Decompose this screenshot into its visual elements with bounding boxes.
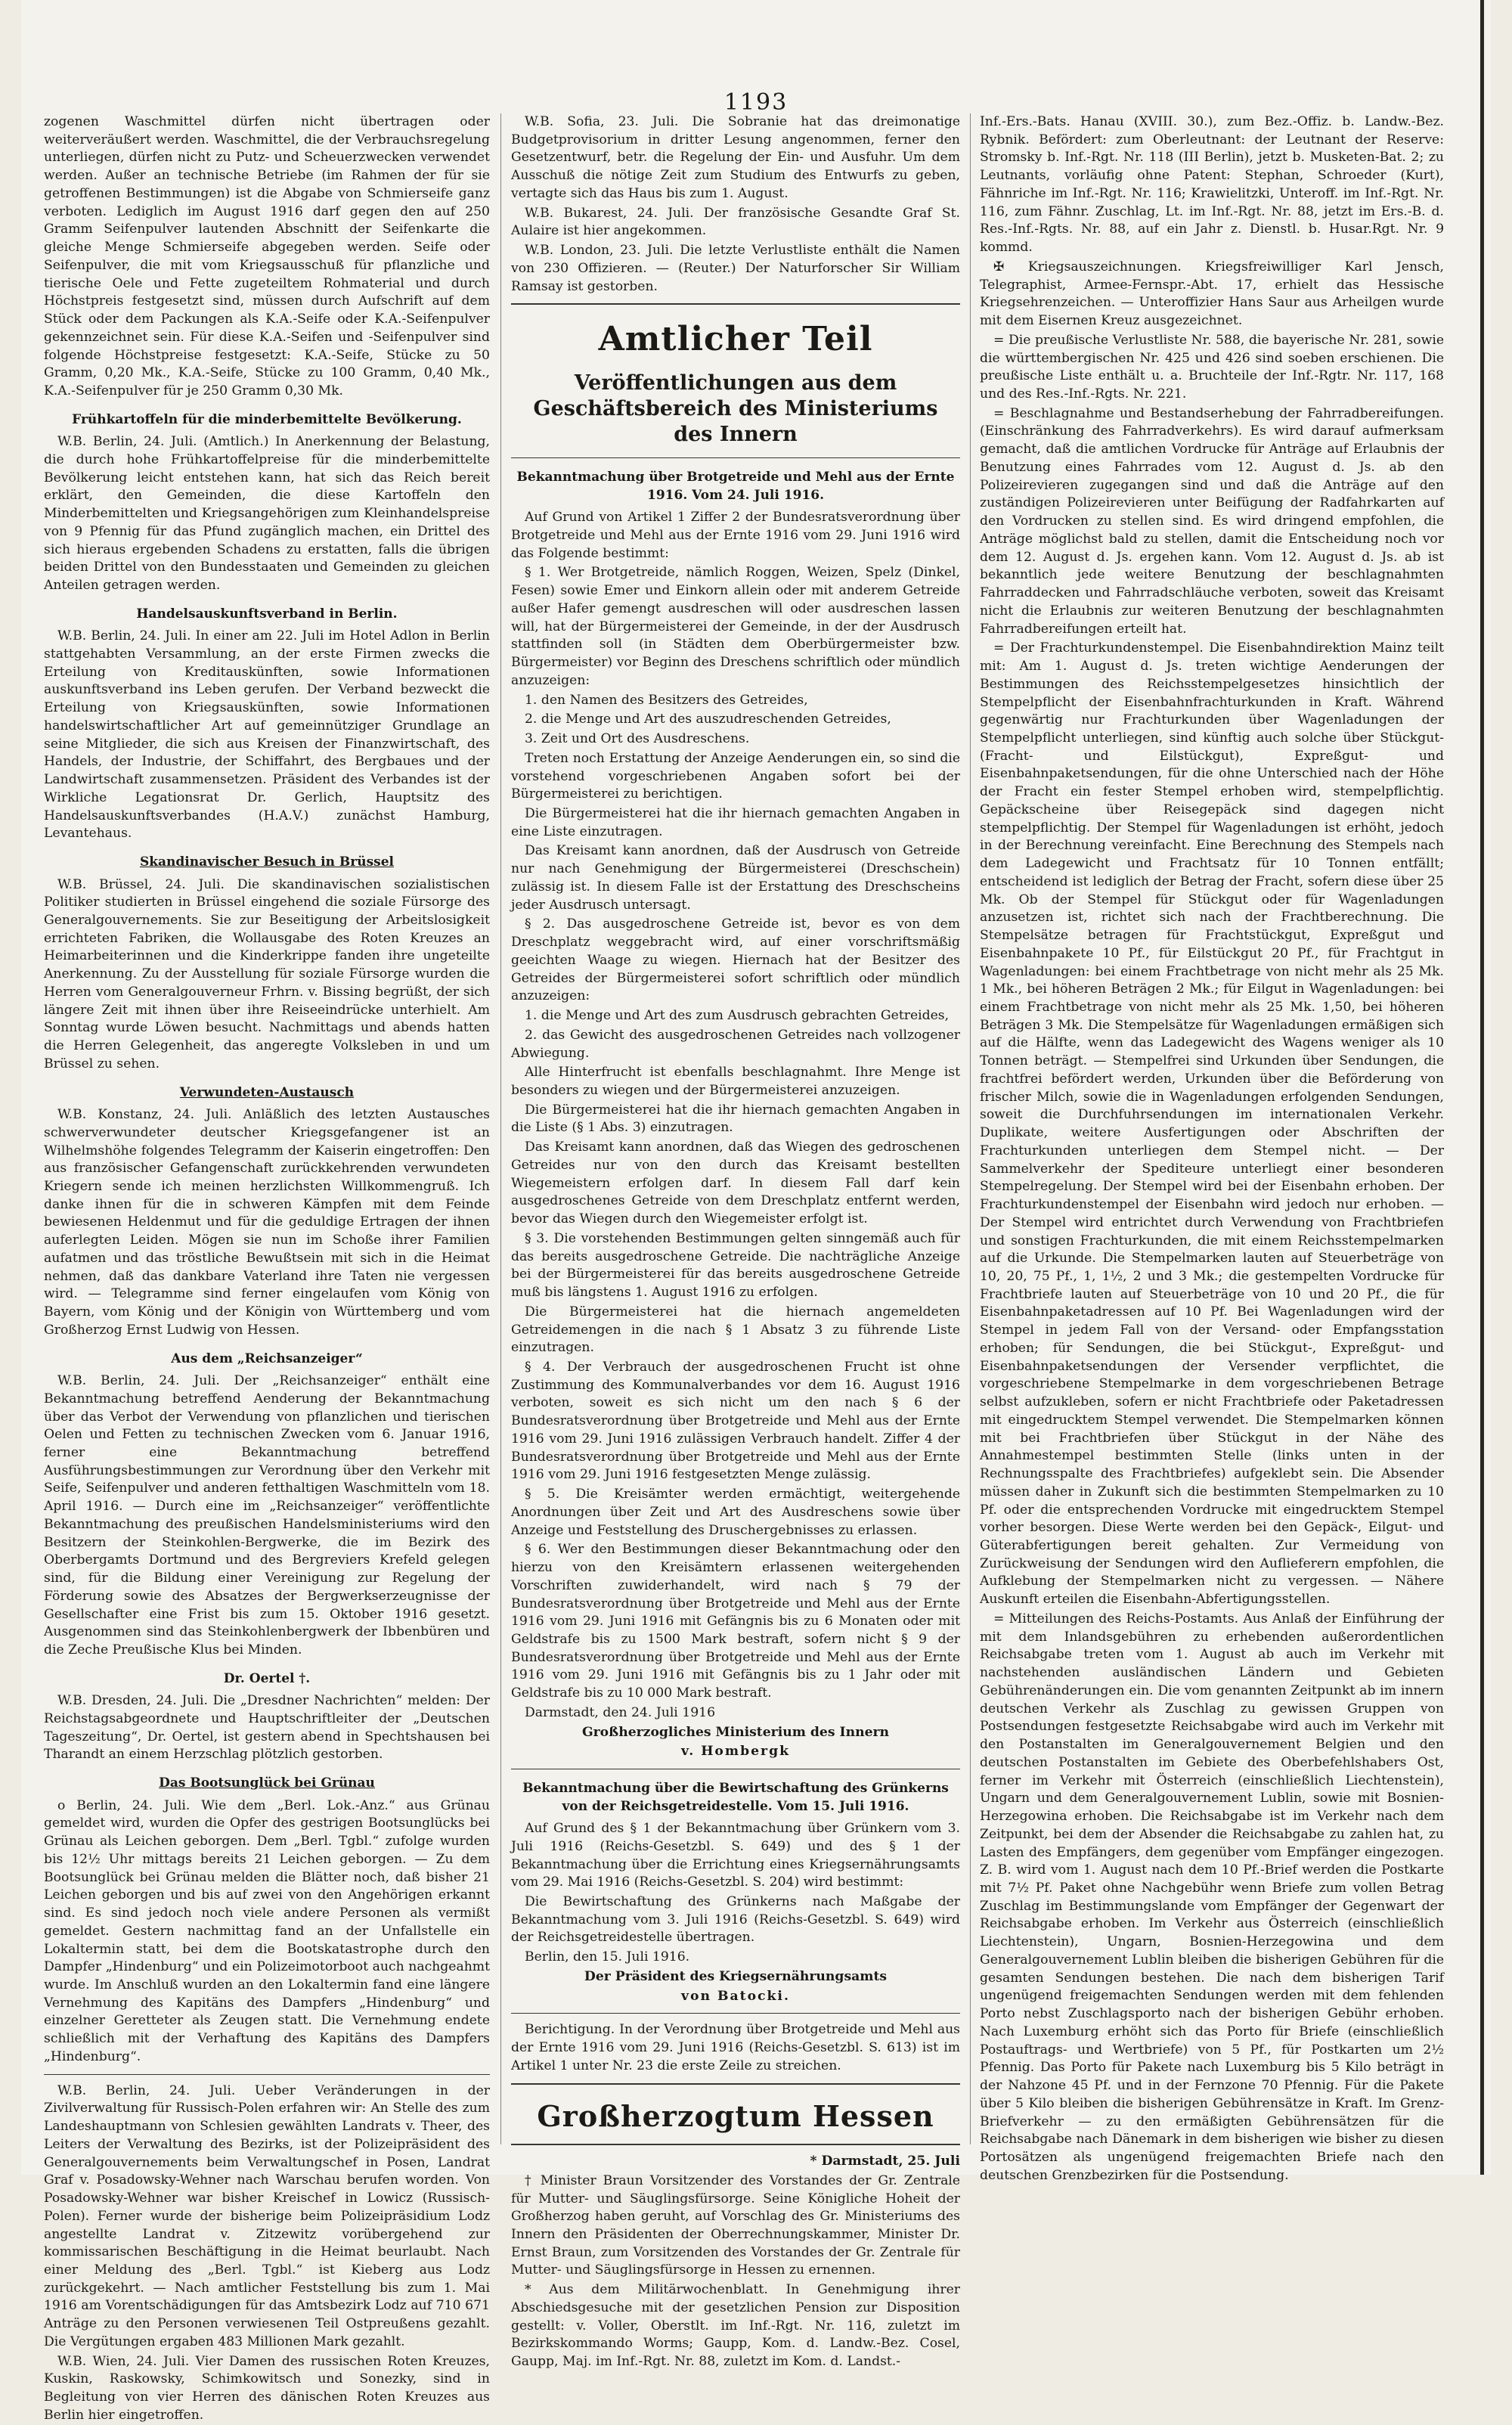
section-heading-amtlicher-teil: Amtlicher Teil <box>598 320 873 359</box>
notice-paragraph: Berichtigung. In der Verordnung über Brotgetreide und Mehl aus der Ernte 1916 vom 29. Juni 1916 (Reichs-Gesetzbl. S. 613) ist im Artikel 1 unter Nr. 23 die erste Zeile zu streichen. <box>511 2022 960 2073</box>
article-paragraph: W.B. Bukarest, 24. Juli. Der französische Gesandte Graf St. Aulaire ist hier angekommen. <box>511 205 960 239</box>
divider <box>511 2083 960 2085</box>
column-divider <box>500 113 501 2144</box>
notice-paragraph: Das Kreisamt kann anordnen, daß das Wiegen des gedroschenen Getreides nur von den durch das Kreisamt bestellten Wiegemeistern erfolgen darf. In diesem Fall darf kein ausgedroschenes Getreide von dem Dreschplatz entfernt werden, bevor das Wiegen durch den Wiegemeister erfolgt ist. <box>511 1140 960 1227</box>
notice-paragraph: § 2. Das ausgedroschene Getreide ist, bevor es von dem Dreschplatz weggebracht wird, auf einer vorschriftsmäßig geeichten Waage zu wiegen. Hiernach hat der Besitzer des Getreides der Bürgermeisterei sofort schriftlich oder mündlich anzuzeigen: <box>511 916 960 1004</box>
column-3 <box>980 113 1444 2183</box>
article-paragraph: = Mitteilungen des Reichs-Postamts. Aus Anlaß der Einführung der mit dem Inlandsgebühren zu erhebenden außerordentlichen Reichsabgabe treten vom 1. August ab auch im Verkehr mit nachstehenden ausländischen Ländern und Gebieten Gebührenänderungen ein. Die vom genannten Zeitpunkt ab im innern deutschen Verkehr als Zuschlag zu gewissen Gruppen von Postsendungen festgesetzte Reichsabgabe wird auch im Verkehr mit den Postanstalten im Generalgouvernement Belgien und den deutschen Postanstalten im Gebiete des Oberbefehlshabers Ost, ferner im Verkehr mit Österreich (einschließlich Liechtenstein), Ungarn und dem Generalgouvernement Lublin, sowie mit Bosnien-Herzegowina erhoben. Die Reichsabgabe ist im Verkehr nach dem Zeitpunkt, bei dem der Absender die Reichsabgabe zu zahlen hat, zu Lasten des Empfängers, dem gegenüber vom Empfänger eingezogen. Z. B. wird vom 1. August nach dem 10 Pf.-Brief werden die Postkarte mit 7½ Pf. Paket ohne Nachgebühr wenn Briefe zum vollen Betrag Zuschlag im Bestimmungslande vom Empfänger der Gegenwart der Reichsabgabe erhoben. Im Verkehr aus Österreich (einschließlich Liechtenstein), Ungarn, Bosnien-Herzegowina und dem Generalgouvernement Lublin bleiben die bisherigen Gebühren für die gesamten Sendungen bestehen. Die nach dem bisherigen Tarif ungenügend freigemachten Sendungen werden mit dem fehlenden Porto nebst Zuschlagsporto nach der bisherigen Gebühr erhoben. Nach Luxemburg erhöht sich das Porto für Briefe (einschließlich Postauftrags- und Wertbriefe) von 5 Pf., für Postkarten um 2½ Pfennig. Das Porto für Pakete nach Luxemburg bis 5 Kilo beträgt in der Nahzone 45 Pf. und in der Fernzone 70 Pfennig. Für die Pakete über 5 Kilo bleiben die bisherigen Gebührensätze in Kraft. Im Grenz-Briefverkehr — zu den ermäßigten Gebührensätzen für die Reichsabgabe nach Dänemark in dem bisherigen wie bisher zu diesen Portosätzen als ungenügend freigemachten Briefe nach den deutschen Grenzbezirken für die Postsendung. <box>980 1611 1444 2183</box>
notice-paragraph: Das Kreisamt kann anordnen, daß der Ausdrusch von Getreide nur nach Genehmigung der Bürgermeisterei (Dreschschein) zulässig ist. In diesem Falle ist der Erstattung des Dreschscheins jeder Ausdrusch untersagt. <box>511 843 960 913</box>
notice-place-date: Darmstadt, den 24. Juli 1916 <box>525 1704 716 1720</box>
article-paragraph: W.B. Dresden, 24. Juli. Die „Dresdner Nachrichten“ melden: Der Reichstagsabgeordnete und Hauptschriftleiter der „Deutschen Tageszeitung“, Dr. Oertel, ist gestern abend in Spechtshausen bei Tharandt an einem Herzschlag plötzlich gestorben. <box>44 1693 490 1763</box>
notice-paragraph: Die Bürgermeisterei hat die hiernach angemeldeten Getreidemengen in die nach § 1 Absatz 3 zu führende Liste einzutragen. <box>511 1304 960 1356</box>
notice-list-item: 1. die Menge und Art des zum Ausdrusch gebrachten Getreides, <box>525 1008 950 1024</box>
article-paragraph: = Beschlagnahme und Bestandserhebung der Fahrradbereifungen. (Einschränkung des Fahrradverkehrs). Es wird darauf aufmerksam gemacht, daß die amtlichen Vordrucke für Anträge auf Erlaubnis der Benutzung eines Fahrrades vom 12. August d. Js. ab den Polizeirevieren zugegangen sind und daß die Anträge auf den zuständigen Polizeirevieren unter Beifügung der Radfahrkarten auf den Vordrucken zu stellen sind. Es wird dringend empfohlen, die Anträge möglichst bald zu stellen, damit die Entscheidung noch vor dem 12. August d. Js. ergehen kann. Vom 12. August d. Js. ab ist bekanntlich jede weitere Benutzung der beschlagnahmten Fahrraddecken und Fahrradschläuche verboten, soweit das Kreisamt nicht die Erlaubnis zur weiteren Benutzung der beschlagnahmten Fahrradbereifungen erteilt hat. <box>980 405 1444 637</box>
notice-title: Bekanntmachung über die Bewirtschaftung des Grünkerns von der Reichsgetreidestelle. Vom 15. Juli 1916. <box>522 1781 949 1814</box>
notice-title: Bekanntmachung über Brotgetreide und Mehl aus der Ernte 1916. Vom 24. Juli 1916. <box>516 470 955 503</box>
notice-place-date: Berlin, den 15. Juli 1916. <box>525 1949 690 1965</box>
article-heading: Verwundeten-Austausch <box>179 1084 355 1100</box>
article-heading: Aus dem „Reichsanzeiger“ <box>171 1350 363 1366</box>
notice-paragraph: § 3. Die vorstehenden Bestimmungen gelten sinngemäß auch für das bereits ausgedroschene Getreide. Die nachträgliche Anzeige bei der Bürgermeisterei für das bereits ausgedroschene Getreide muß bis längstens 1. August 1916 zu erfolgen. <box>511 1230 960 1301</box>
article-paragraph: W.B. Wien, 24. Juli. Vier Damen des russischen Roten Kreuzes, Kuskin, Raskowsky, Schimkowitsch und Sonezky, sind in Begleitung von vier Herren des dänischen Roten Kreuzes aus Berlin hier eingetroffen. <box>44 2353 490 2423</box>
section-heading-hessen: Großherzogtum Hessen <box>537 2098 934 2133</box>
page-edge-rule <box>1480 0 1484 2175</box>
article-paragraph: W.B. Berlin, 24. Juli. Ueber Veränderungen in der Zivilverwaltung für Russisch-Polen erfahren wir: An Stelle des zum Landeshauptmann von Schlesien gewählten Landrats v. Theer, des Leiters der Verwaltung des Bezirks, ist der Polizeipräsident des Generalgouvernements beim Verwaltungschef in Posen, Landrat Graf v. Posadowsky-Wehner nach Warschau berufen worden. Von Posadowsky-Wehner war bisher Kreischef in Lowicz (Russisch-Polen). Ferner wurde der bisherige beim Polizeipräsidium Lodz angestellte Landrat v. Zitzewitz vorübergehend zur kommissarischen Beschäftigung in die Heimat beurlaubt. Nach einer Meldung des „Berl. Tgbl.“ ist Kieberg aus Lodz zurückgekehrt. — Nach amtlicher Feststellung bis zum 1. Mai 1916 am Vorentschädigungen für das Amtsbezirk Lodz auf 710 671 Anträge zu den Personen verwiesenen Teil Ostpreußens gezahlt. Die Vergütungen ergaben 483 Millionen Mark gezahlt. <box>44 2082 490 2349</box>
column-2 <box>511 113 960 2370</box>
article-paragraph: W.B. Berlin, 24. Juli. (Amtlich.) In Anerkennung der Belastung, die durch hohe Frühkartoffelpreise für die minderbemittelte Bevölkerung leicht entstehen kann, hat sich das Reich bereit erklärt, den Gemeinden, die diese Kartoffeln den Minderbemittelten und Kriegsangehörigen zum Kleinhandelspreise von 9 Pfennig für das Pfund zugänglich machen, ein Drittel des sich hieraus ergebenden Schadens zu erstatten, falls die übrigen beiden Drittel von den Bundesstaaten und Gemeinden zu gleichen Anteilen getragen werden. <box>44 434 490 594</box>
notice-paragraph: Alle Hinterfrucht ist ebenfalls beschlagnahmt. Ihre Menge ist besonders zu wiegen und der Bürgermeisterei anzuzeigen. <box>511 1065 960 1098</box>
section-subheading: Veröffentlichungen aus dem Geschäftsbereich des Ministeriums des Innern <box>533 371 938 446</box>
article-paragraph: = Der Frachturkundenstempel. Die Eisenbahndirektion Mainz teilt mit: Am 1. August d. Js. treten wichtige Aenderungen der Bestimmungen des Reichsstempelgesetzes hinsichtlich der Stempelpflicht der Eisenbahnfrachturkunden in Kraft. Während gegenwärtig nur Frachturkunden über Wagenladungen der Stempelpflicht unterliegen, sind künftig auch solche über Stückgut- (Fracht- und Eilstückgut), Expreßgut- und Eisenbahnpaketsendungen, für die ohne Unterschied nach der Höhe der Fracht ein fester Stempel erhoben wird, stempelpflichtig. Gepäckscheine über Reisegepäck sind dagegen nicht stempelpflichtig. Der Stempel für Wagenladungen ist erhöht, jedoch in der Berechnung vereinfacht. Eine Berechnung des Stempels nach dem Ladegewicht und Frachtsatz für 10 Tonnen entfällt; entscheidend ist lediglich der Betrag der Fracht, sofern diese über 25 Mk. Ob der Stempel für Stückgut oder für Wagenladungen anzusetzen ist, richtet sich nach der Frachtberechnung. Die Stempelsätze betragen für Frachtstückgut, Expreßgut und Eisenbahnpakete 10 Pf., für Eilstückgut 20 Pf., für Frachtgut in Wagenladungen: bei einem Frachtbetrage von nicht mehr als 25 Mk. 1 Mk., bei höheren Beträgen 2 Mk.; für Eilgut in Wagenladungen: bei einem Frachtbetrage von nicht mehr als 25 Mk. 1,50, bei höheren Beträgen 3 Mk. Die Stempelsätze für Wagenladungen ermäßigen sich auf die Hälfte, wenn das Ladegewicht des Wagens weniger als 10 Tonnen beträgt. — Stempelfrei sind Urkunden über Sendungen, die frachtfrei befördert werden, Urkunden über die Beförderung von frischer Milch, sowie die in Wagenladungen erfolgenden Sendungen, soweit die Durchfuhrsendungen im internationalen Verkehr. Duplikate, weitere Ausfertigungen oder Abschriften der Frachturkunden unterliegen dem Stempel nicht. — Der Sammelverkehr der Spediteure unterliegt einer besonderen Stempelregelung. Der Stempel wird bei der Eisenbahn erhoben. Der Frachturkundenstempel der Eisenbahn wird jedoch nur erhoben. — Der Stempel wird entrichtet durch Verwendung von Frachtbriefen und sonstigen Frachturkunden, die mit einem Reichsstempelmarken auf die Urkunde. Die Stempelmarken lauten auf Steuerbeträge von 10, 20, 75 Pf., 1, 1½, 2 und 3 Mk.; die gestempelten Vordrucke für Frachtbriefe lauten auf Steuerbeträge von 10 und 20 Pf., die für Eisenbahnpaketadressen auf 10 Pf. Bei Wagenladungen wird der Stempel in jedem Fall von der Versand- oder Empfangsstation erhoben; für Sendungen, die bei Stückgut-, Expreßgut- und Eisenbahnpaketsendungen der Versender verpflichtet, die vorgeschriebene Stempelmarke in dem vorgeschriebenen Betrage selbst aufzukleben, sofern er nicht Frachtbriefe oder Paketadressen mit eingedrucktem Stempel verwendet. Die Stempelmarken können mit bei Frachtbriefen über Stückgut in der Nähe des Annahmestempel bestimmten Stelle (links unten in der Rechnungsspalte des Frachtbriefes) aufgeklebt sein. Die Absender müssen daher in Zukunft sich die bestimmten Stempelmarken zu 10 Pf. oder die entsprechenden Vordrucke mit eingedrucktem Stempel vorher besorgen. Diese Werte werden bei den Gepäck-, Eilgut- und Güterabfertigungen bereit gehalten. Zur Vermeidung von Zurückweisung der Sendungen wird den Auflieferern empfohlen, die Aufklebung der Stempelmarken nicht zu vergessen. — Nähere Auskunft erteilen die Eisenbahn-Abfertigungsstellen. <box>980 640 1444 1608</box>
notice-paragraph: § 1. Wer Brotgetreide, nämlich Roggen, Weizen, Spelz (Dinkel, Fesen) sowie Emer und Einkorn allein oder mit anderem Getreide außer Hafer gemengt ausdreschen will oder ausdreschen lassen will, hat der Bürgermeisterei der Gemeinde, in der der Ausdrusch stattfinden soll (in Städten dem Oberbürgermeister bzw. Bürgermeister) vor Beginn des Dreschens schriftlich oder mündlich anzuzeigen: <box>511 565 960 688</box>
notice-list-item: 2. das Gewicht des ausgedroschenen Getreides nach vollzogener Abwiegung. <box>511 1027 960 1061</box>
article-heading: Dr. Oertel †. <box>223 1670 311 1686</box>
divider <box>511 303 960 305</box>
article-paragraph: † Minister Braun Vorsitzender des Vorstandes der Gr. Zentrale für Mutter- und Säuglingsfürsorge. Seine Königliche Hoheit der Großherzog haben geruht, auf Vorschlag des Gr. Ministeriums des Innern den Präsidenten der Oberrechnungskammer, Minister Dr. Ernst Braun, zum Vorsitzenden des Vorstandes der Gr. Zentrale für Mutter- und Säuglingsfürsorge in Hessen zu ernennen. <box>511 2172 960 2278</box>
notice-paragraph: § 4. Der Verbrauch der ausgedroschenen Frucht ist ohne Zustimmung des Kommunalverbandes vor dem 16. August 1916 verboten, soweit es sich nicht um den nach § 6 der Bundesratsverordnung über Brotgetreide und Mehl aus der Ernte 1916 vom 29. Juni 1916 zulässigen Verbrauch handelt. Ziffer 4 der Bundesratsverordnung über Brotgetreide und Mehl aus der Ernte 1916 vom 29. Juni 1916 festgesetzten Menge zulässig. <box>511 1360 960 1483</box>
notice-list-item: 3. Zeit und Ort des Ausdreschens. <box>525 731 750 747</box>
article-paragraph: W.B. Berlin, 24. Juli. In einer am 22. Juli im Hotel Adlon in Berlin stattgehabten Versammlung, an der erste Firmen zwecks die Erteilung von Kreditauskünften, sowie Informationen auskunftsverband ins Leben gerufen. Der Verband bezweckt die Erteilung von Kriegsauskünften, sowie Informationen handelswirtschaftlicher Art auf gemeinnütziger Grundlage an seine Mitglieder, die sich aus Kreisen der Finanzwirtschaft, des Handels, der Industrie, der Schiffahrt, des Bergbaues und der Landwirtschaft zusammensetzen. Präsident des Verbandes ist der Wirkliche Legationsrat Dr. Gerlich, Hauptsitz des Handelsauskunftsverbandes (H.A.V.) zunächst Hamburg, Levantehaus. <box>44 628 490 842</box>
newspaper-page <box>21 0 1491 2423</box>
article-paragraph: o Berlin, 24. Juli. Wie dem „Berl. Lok.-Anz.“ aus Grünau gemeldet wird, wurden die Opfer des gestrigen Bootsunglücks bei Grünau als Leichen geborgen. Dem „Berl. Tgbl.“ zufolge wurden bis 12½ Uhr mittags bereits 21 Leichen geborgen. — Zu dem Bootsunglück bei Grünau melden die Blätter noch, daß bisher 21 Leichen geborgen und bis auf zwei von den Angehörigen erkannt sind. Es sind jedoch noch viele andere Personen als vermißt gemeldet. Gestern nachmittag fand an der Unfallstelle ein Lokaltermin statt, bei dem die Bootskatastrophe durch den Dampfer „Hindenburg“ und ein Polizeimotorboot auch nachgeahmt wurde. Im Anschluß wurden an den Lokaltermin fand eine längere Vernehmung des Kapitäns des Dampfers „Hindenburg“ und einzelner Geretteter als Zeugen statt. Die Vernehmung endete schließlich mit der Verhaftung des Kapitäns des Dampfers „Hindenburg“. <box>44 1797 490 2064</box>
article-paragraph: zogenen Waschmittel dürfen nicht übertragen oder weiterveräußert werden. Waschmittel, die der Verbrauchsregelung unterliegen, dürfen nicht zu Putz- und Scheuerzwecken verwendet werden. Außer an technische Betriebe (im Rahmen der für sie getroffenen Bestimmungen) ist die Abgabe von Schmierseife ganz verboten. Lediglich im August 1916 darf gegen den auf 250 Gramm Seifenpulver lautenden Abschnitt der Seifenkarte die gleiche Menge Schmierseife abgegeben werden. Seife oder Seifenpulver, die mit vom Kriegsausschuß für pflanzliche und tierische Oele und Fette zugeteiltem Rohmaterial und durch Höchstpreis festgesetzt sind, müssen durch Aufschrift auf dem Stück oder dem Packungen als K.A.-Seife oder K.A.-Seifenpulver gekennzeichnet sein. Für diese K.A.-Seifen und -Seifenpulver sind folgende Höchstpreise festgesetzt: K.A.-Seife, Stücke zu 50 Gramm, 0,20 Mk., K.A.-Seife, Stücke zu 100 Gramm, 0,40 Mk., K.A.-Seifenpulver für je 250 Gramm 0,30 Mk. <box>44 114 490 399</box>
article-heading: Das Bootsunglück bei Grünau <box>159 1775 375 1791</box>
dateline: * Darmstadt, 25. Juli <box>810 2154 960 2169</box>
notice-signature: Der Präsident des Kriegsernährungsamts <box>584 1968 888 1984</box>
notice-paragraph: Die Bewirtschaftung des Grünkerns nach Maßgabe der Bekanntmachung vom 3. Juli 1916 (Reichs-Gesetzbl. S. 649) wird der Reichsgetreidestelle übertragen. <box>511 1894 960 1946</box>
article-heading: Frühkartoffeln für die minderbemittelte Bevölkerung. <box>72 411 462 427</box>
notice-list-item: 1. den Namen des Besitzers des Getreides, <box>525 692 808 708</box>
notice-paragraph: Die Bürgermeisterei hat die ihr hiernach gemachten Angaben in die Liste (§ 1 Abs. 3) einzutragen. <box>511 1102 960 1136</box>
article-paragraph: = Die preußische Verlustliste Nr. 588, die bayerische Nr. 281, sowie die württembergischen Nr. 425 und 426 sind soeben erschienen. Die preußische Liste enthält u. a. Bruchteile der Inf.-Rgtr. Nr. 117, 168 und des Res.-Inf.-Rgts. Nr. 221. <box>980 332 1444 402</box>
article-paragraph: W.B. Berlin, 24. Juli. Der „Reichsanzeiger“ enthält eine Bekanntmachung betreffend Aenderung der Bekanntmachung über das Verbot der Verwendung von pflanzlichen und tierischen Oelen und Fetten zu technischen Zwecken vom 6. Januar 1916, ferner eine Bekanntmachung betreffend Ausführungsbestimmungen zur Verordnung über den Verkehr mit Seife, Seifenpulver und anderen fetthaltigen Waschmitteln vom 18. April 1916. — Durch eine im „Reichsanzeiger“ veröffentlichte Bekanntmachung des preußischen Handelsministeriums wird den Besitzern der Steinkohlen-Bergwerke, die im Bezirk des Oberbergamts Dortmund und des Bergreviers Krefeld gelegen sind, für die Bildung einer Vereinigung zur Regelung der Förderung sowie des Absatzes der Bergwerkserzeugnisse der Gesellschafter eine Frist bis zum 15. Oktober 1916 gesetzt. Ausgenommen sind das Steinkohlenbergwerk der Ibbenbüren und die Zeche Preußische Klus bei Minden. <box>44 1373 490 1658</box>
notice-paragraph: Auf Grund von Artikel 1 Ziffer 2 der Bundesratsverordnung über Brotgetreide und Mehl aus der Ernte 1916 vom 29. Juni 1916 wird das Folgende bestimmt: <box>511 510 960 561</box>
divider <box>511 457 960 458</box>
article-paragraph: W.B. Sofia, 23. Juli. Die Sobranie hat das dreimonatige Budgetprovisorium in dritter Lesung angenommen, ferner den Gesetzentwurf, betr. die Regelung der Ein- und Ausfuhr. Um dem Ausschuß die nötige Zeit zum Studium des Entwurfs zu geben, vertagte sich das Haus bis zum 1. August. <box>511 114 960 201</box>
notice-paragraph: Treten noch Erstattung der Anzeige Aenderungen ein, so sind die vorstehend vorgeschriebenen Angaben sofort bei der Bürgermeisterei zu berichtigen. <box>511 750 960 802</box>
notice-paragraph: § 6. Wer den Bestimmungen dieser Bekanntmachung oder den hierzu von den Kreisämtern erlassenen weitergehenden Vorschriften zuwiderhandelt, wird nach § 79 der Bundesratsverordnung über Brotgetreide und Mehl aus der Ernte 1916 vom 29. Juni 1916 mit Gefängnis bis zu 6 Monaten oder mit Geldstrafe bis zu 1500 Mark bestraft, sofern nicht § 9 der Bundesratsverordnung über Brotgetreide und Mehl aus der Ernte 1916 vom 29. Juni 1916 mit Gefängnis bis zu 1 Jahr oder mit Geldstrafe bis zu 10 000 Mark bestraft. <box>511 1542 960 1701</box>
article-paragraph: * Aus dem Militärwochenblatt. In Genehmigung ihrer Abschiedsgesuche mit der gesetzlichen Pension zur Disposition gestellt: v. Voller, Oberstlt. im Inf.-Rgt. Nr. 116, zuletzt im Bezirkskommando Worms; Gaupp, Kom. d. Landw.-Bez. Cosel, Gaupp, Maj. im Inf.-Rgt. Nr. 88, zuletzt im Kom. d. Landst.- <box>511 2282 960 2370</box>
notice-signature: von Batocki. <box>681 1988 790 2004</box>
article-paragraph: W.B. London, 23. Juli. Die letzte Verlustliste enthält die Namen von 230 Offizieren. — (Reuter.) Der Naturforscher Sir William Ramsay ist gestorben. <box>511 243 960 294</box>
notice-list-item: 2. die Menge und Art des auszudreschenden Getreides, <box>525 712 891 727</box>
article-paragraph: W.B. Brüssel, 24. Juli. Die skandinavischen sozialistischen Politiker studierten in Brüssel eingehend die soziale Fürsorge des Generalgouvernements. Sie zur Beseitigung der Arbeitslosigkeit errichteten Fabriken, die Wollausgabe des Roten Kreuzes an Heimarbeiterinnen und die Kinderkrippe fanden ihre ungeteilte Anerkennung. Zu der Ausstellung für soziale Fürsorge wurden die Herren vom Generalgouverneur Frhrn. v. Bissing begrüßt, der sich längere Zeit mit ihnen über ihre Reiseeindrücke unterhielt. Am Sonntag wurde Löwen besucht. Nachmittags und abends hatten die Herren Gelegenheit, das angeregte Volksleben in und um Brüssel zu sehen. <box>44 876 490 1071</box>
article-paragraph: Inf.-Ers.-Bats. Hanau (XVIII. 30.), zum Bez.-Offiz. b. Landw.-Bez. Rybnik. Befördert: zum Oberleutnant: der Leutnant der Reserve: Stromsky b. Inf.-Rgt. Nr. 118 (III Berlin), jetzt b. Musketen-Bat. 2; zu Leutnants, vorläufig ohne Patent: Stephan, Schroeder (Kurt), Fähnriche im Inf.-Rgt. Nr. 116; Krawielitzki, Unteroff. im Inf.-Rgt. Nr. 116, zum Fähnr. Zuschlag, Lt. im Inf.-Rgt. Nr. 88, jetzt im Ers.-B. d. Res.-Inf.-Rgts. Nr. 88, auf ein Jahr z. Dienstl. b. Husar.Rgt. Nr. 9 kommd. <box>980 114 1444 256</box>
notice-signature: Großherzogliches Ministerium des Innern <box>581 1724 890 1740</box>
notice-paragraph: Die Bürgermeisterei hat die ihr hiernach gemachten Angaben in eine Liste einzutragen. <box>511 805 960 839</box>
column-divider <box>970 113 971 2144</box>
page-number: 1193 <box>723 89 789 116</box>
article-paragraph: ✠ Kriegsauszeichnungen. Kriegsfreiwilliger Karl Jensch, Telegraphist, Armee-Fernspr.-Abt. 17, erhielt das Hessische Kriegsehrenzeichen. — Unteroffizier Hans Saur aus Arheilgen wurde mit dem Eisernen Kreuz ausgezeichnet. <box>980 259 1444 329</box>
article-paragraph: W.B. Konstanz, 24. Juli. Anläßlich des letzten Austausches schwerverwundeter deutscher Kriegsgefangener ist an Wilhelmshöhe folgendes Telegramm der Kaiserin eingetroffen: Den aus französischer Gefangenschaft zurückkehrenden verwundeten Kriegern sende ich meinen herzlichsten Willkommengruß. Ich danke ihnen für die in schweren Kämpfen mit dem Feinde bewiesenen Heldenmut und für die geduldige Ertragen der ihnen auferlegten Leiden. Mögen sie nun im Schoße ihrer Familien aufatmen und das tröstliche Bewußtsein mit sich in die Heimat nehmen, daß das dankbare Vaterland ihre Taten nie vergessen wird. — Telegramme sind ferner eingelaufen vom König von Bayern, vom König und der Königin von Württemberg und vom Großherzog Ernst Ludwig von Hessen. <box>44 1107 490 1338</box>
divider <box>44 2074 490 2075</box>
article-heading: Skandinavischer Besuch in Brüssel <box>139 854 395 870</box>
notice-paragraph: § 5. Die Kreisämter werden ermächtigt, weitergehende Anordnungen über Zeit und Art des Ausdreschens sowie über Anzeige und Feststellung des Druschergebnisses zu erlassen. <box>511 1487 960 1538</box>
notice-paragraph: Auf Grund des § 1 der Bekanntmachung über Grünkern vom 3. Juli 1916 (Reichs-Gesetzbl. S. 649) und des § 1 der Bekanntmachung über die Errichtung eines Kriegsernährungsamts vom 29. Mai 1916 (Reichs-Gesetzbl. S. 204) wird bestimmt: <box>511 1821 960 1890</box>
divider <box>511 2013 960 2014</box>
notice-signature: v. Hombergk <box>680 1744 791 1760</box>
divider <box>511 2144 960 2145</box>
article-heading: Handelsauskunftsverband in Berlin. <box>136 606 398 622</box>
column-1 <box>44 113 490 2423</box>
